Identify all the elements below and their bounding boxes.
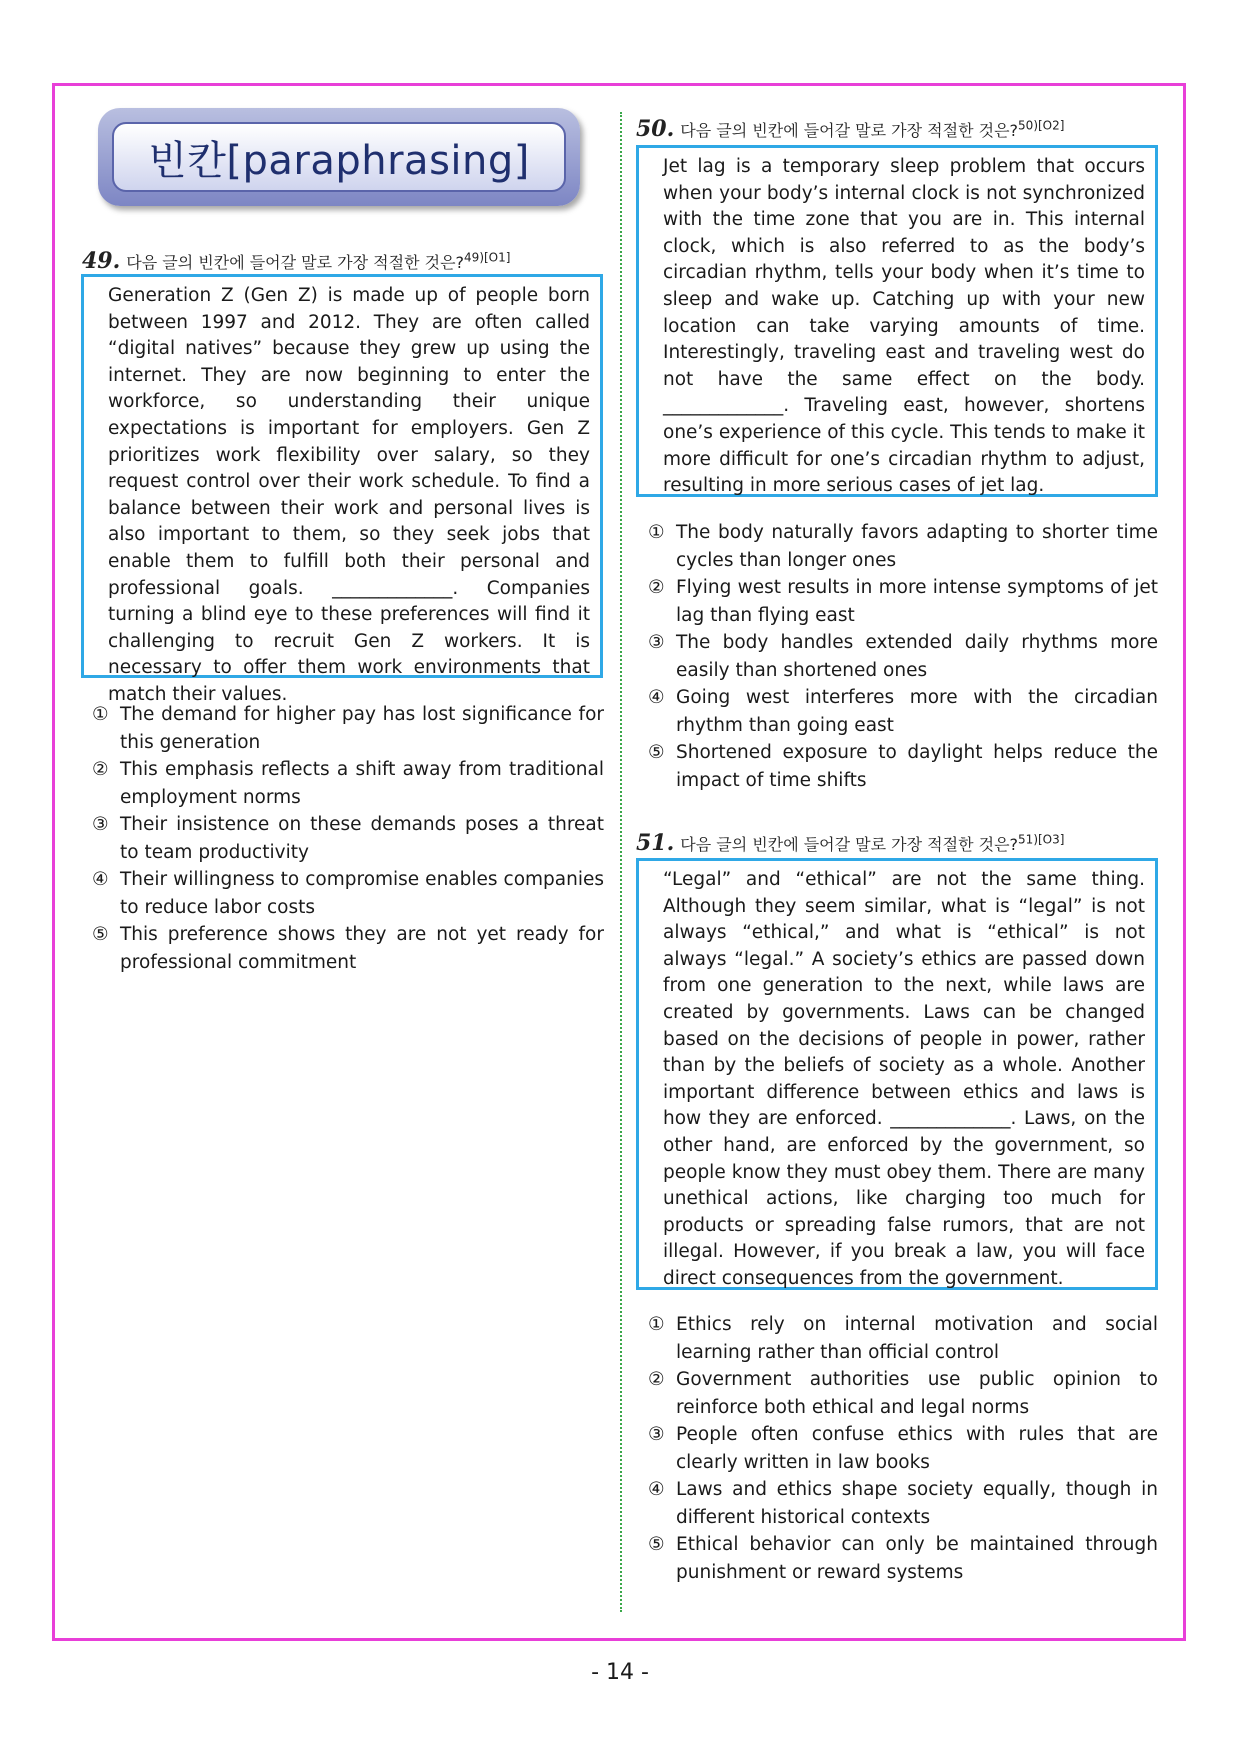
option-mark: ① bbox=[648, 522, 665, 543]
question-source: 51)[O3] bbox=[1018, 832, 1065, 847]
option-4[interactable] bbox=[648, 1476, 1158, 1531]
option-mark: ④ bbox=[648, 1479, 665, 1500]
option-5[interactable] bbox=[92, 921, 604, 976]
option-1[interactable] bbox=[92, 701, 604, 756]
question-50-passage bbox=[636, 145, 1158, 497]
option-text: Their insistence on these demands poses a threat to team productivity bbox=[120, 814, 604, 863]
option-mark: ④ bbox=[648, 687, 665, 708]
option-1[interactable] bbox=[648, 1311, 1158, 1366]
option-text: Shortened exposure to daylight helps reduce the impact of time shifts bbox=[676, 742, 1158, 791]
option-text: Their willingness to compromise enables companies to reduce labor costs bbox=[120, 869, 604, 918]
question-49-options bbox=[92, 701, 604, 976]
question-prompt: 다음 글의 빈칸에 들어갈 말로 가장 적절한 것은? bbox=[680, 835, 1019, 854]
question-51-options bbox=[648, 1311, 1158, 1586]
question-prompt: 다음 글의 빈칸에 들어갈 말로 가장 적절한 것은? bbox=[680, 121, 1019, 140]
question-number: 50. bbox=[636, 116, 675, 142]
section-title-badge bbox=[98, 108, 580, 206]
column-divider bbox=[620, 112, 622, 1612]
option-text: The demand for higher pay has lost significance for this generation bbox=[120, 704, 604, 753]
option-mark: ③ bbox=[648, 632, 665, 653]
option-mark: ③ bbox=[648, 1424, 665, 1445]
option-text: The body naturally favors adapting to shorter time cycles than longer ones bbox=[676, 522, 1158, 571]
option-2[interactable] bbox=[648, 574, 1158, 629]
option-4[interactable] bbox=[648, 684, 1158, 739]
option-mark: ② bbox=[92, 759, 109, 780]
option-text: Government authorities use public opinion to reinforce both ethical and legal norms bbox=[676, 1369, 1158, 1418]
option-2[interactable] bbox=[92, 756, 604, 811]
option-5[interactable] bbox=[648, 1531, 1158, 1586]
option-text: Ethics rely on internal motivation and social learning rather than official control bbox=[676, 1314, 1158, 1363]
option-mark: ① bbox=[92, 704, 109, 725]
option-3[interactable] bbox=[648, 1421, 1158, 1476]
question-51-passage bbox=[636, 858, 1158, 1290]
option-text: Laws and ethics shape society equally, though in different historical contexts bbox=[676, 1479, 1158, 1528]
option-1[interactable] bbox=[648, 519, 1158, 574]
question-source: 50)[O2] bbox=[1018, 118, 1065, 133]
option-text: This emphasis reflects a shift away from traditional employment norms bbox=[120, 759, 604, 808]
question-source: 49)[O1] bbox=[464, 250, 511, 265]
question-49-passage bbox=[81, 274, 603, 705]
question-number: 51. bbox=[636, 830, 675, 856]
question-prompt: 다음 글의 빈칸에 들어갈 말로 가장 적절한 것은? bbox=[126, 253, 465, 272]
question-51-header bbox=[636, 830, 1064, 856]
option-text: Going west interferes more with the circadian rhythm than going east bbox=[676, 687, 1158, 736]
page-number: - 14 - bbox=[591, 1660, 649, 1685]
question-50-options bbox=[648, 519, 1158, 794]
option-3[interactable] bbox=[92, 811, 604, 866]
option-text: Flying west results in more intense symptoms of jet lag than flying east bbox=[676, 577, 1158, 626]
option-mark: ⑤ bbox=[648, 742, 665, 763]
option-2[interactable] bbox=[648, 1366, 1158, 1421]
option-text: The body handles extended daily rhythms more easily than shortened ones bbox=[676, 632, 1158, 681]
option-mark: ② bbox=[648, 577, 665, 598]
option-text: This preference shows they are not yet ready for professional commitment bbox=[120, 924, 604, 973]
question-49-header bbox=[82, 248, 510, 274]
option-mark: ① bbox=[648, 1314, 665, 1335]
option-text: Ethical behavior can only be maintained through punishment or reward systems bbox=[676, 1534, 1158, 1583]
option-mark: ② bbox=[648, 1369, 665, 1390]
passage-text: “Legal” and “ethical” are not the same thing. Although they seem similar, what is “legal” is not always “ethical,” and what is “ethical” is not always “legal.” A society’s ethics are passed down from one generation to the next, while laws are created by governments. Laws can be changed based on the decisions of people in power, rather than by the beliefs of society as a whole. Another important difference between ethics and laws is how they are enforced. _____________. Laws, on the other hand, are enforced by the government, so people know they must obey them. There are many unethical actions, like charging too much for products or spreading false rumors, that are not illegal. However, if you break a law, you will face direct consequences from the government. bbox=[663, 869, 1145, 1289]
option-mark: ④ bbox=[92, 869, 109, 890]
section-title: 빈칸[paraphrasing] bbox=[148, 137, 530, 184]
option-mark: ⑤ bbox=[92, 924, 109, 945]
passage-text: Jet lag is a temporary sleep problem that occurs when your body’s internal clock is not synchronized with the time zone that you are in. This internal clock, which is also referred to as the body’s circadian rhythm, tells your body when it’s time to sleep and wake up. Catching up with your new location can take varying amounts of time. Interestingly, traveling east and traveling west do not have the same effect on the body. _____________. Traveling east, however, shortens one’s experience of this cycle. This tends to make it more difficult for one’s circadian rhythm to adjust, resulting in more serious cases of jet lag. bbox=[663, 156, 1145, 497]
section-title-inner bbox=[112, 122, 566, 192]
passage-text: Generation Z (Gen Z) is made up of people born between 1997 and 2012. They are often called “digital natives” because they grew up using the internet. They are now beginning to enter the workforce, so understanding their unique expectations is important for employers. Gen Z prioritizes work flexibility over salary, so they request control over their work schedule. To find a balance between their work and personal lives is also important to them, so they seek jobs that enable them to fulfill both their personal and professional goals. _____________. Companies turning a blind eye to these preferences will find it challenging to recruit Gen Z workers. It is necessary to offer them work environments that match their values. bbox=[108, 285, 590, 705]
option-5[interactable] bbox=[648, 739, 1158, 794]
question-number: 49. bbox=[82, 248, 121, 274]
question-50-header bbox=[636, 116, 1064, 142]
option-text: People often confuse ethics with rules that are clearly written in law books bbox=[676, 1424, 1158, 1473]
option-mark: ⑤ bbox=[648, 1534, 665, 1555]
option-4[interactable] bbox=[92, 866, 604, 921]
option-3[interactable] bbox=[648, 629, 1158, 684]
option-mark: ③ bbox=[92, 814, 109, 835]
